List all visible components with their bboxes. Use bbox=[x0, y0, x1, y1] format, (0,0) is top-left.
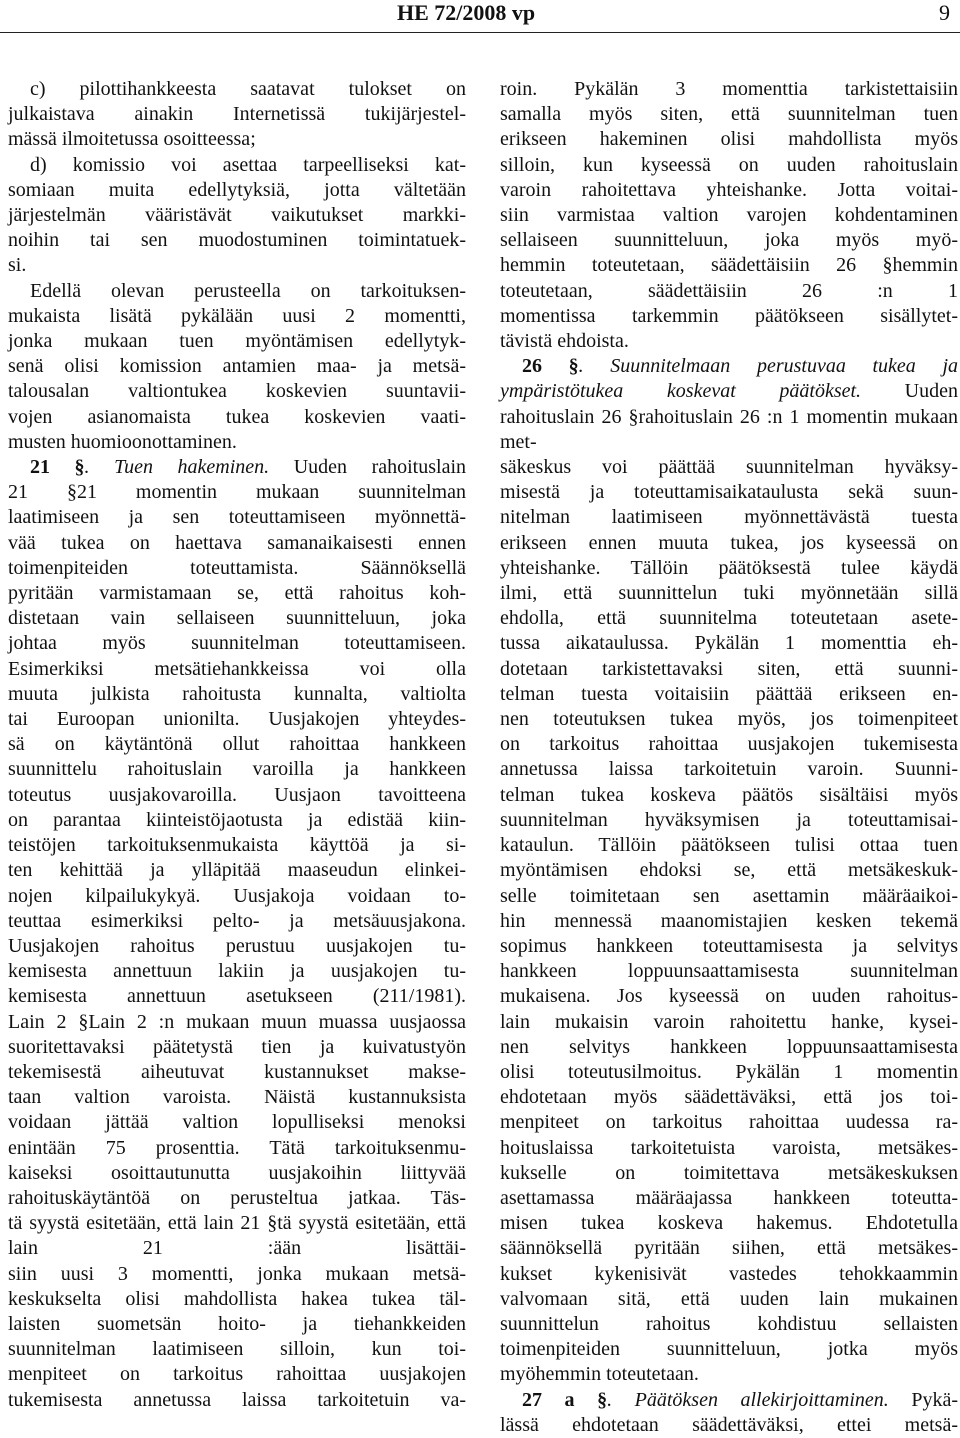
section-title-continued: ympäristötukea koskevat päätökset. bbox=[500, 380, 862, 403]
text-line: taan valtion varoista. Näistä kustannuksista bbox=[8, 1086, 466, 1109]
text-line: tai Euroopan unionilta. Uusjakojen yhteydes- bbox=[8, 708, 466, 731]
text-line: myöhemmin toteutetaan. bbox=[500, 1363, 699, 1386]
text-line: tekemisestä aiheutuvat kustannukset makse- bbox=[8, 1060, 466, 1083]
text-line: mässä ilmoitetussa osoitteessa; bbox=[8, 128, 256, 151]
text-line: toteutus uusjakovaroilla. Uusjaon tavoitteena bbox=[8, 783, 466, 806]
text-line: ten kehittää ja ylläpitää maaseudun elinkei- bbox=[8, 859, 466, 882]
text-line: teistöjen tarkoituksenmukaista käyttöä ja si- bbox=[8, 834, 466, 857]
page-header bbox=[0, 0, 960, 38]
text-line: säkeskus voi päättää suunnitelman hyväksy- bbox=[500, 456, 958, 479]
text-line: valvomaan sitä, että uuden lain mukainen bbox=[500, 1287, 958, 1310]
right-column bbox=[500, 77, 958, 1438]
text-line: hoituslaissa tarkoitetuista varoista, metsäkes- bbox=[500, 1136, 958, 1159]
section-heading-27a bbox=[500, 1388, 958, 1413]
text-line: erikseen ennen muuta tukea, jos kyseessä on bbox=[500, 531, 958, 554]
text-line: varoin rahoitettava yhteishanke. Jotta voitai- bbox=[500, 178, 958, 201]
text-line: ehdolla, että suunnitelma toteutetaan asete- bbox=[500, 607, 958, 630]
text-line: hin mennessä maanomistajien kesken tekemä bbox=[500, 909, 958, 932]
text-line: musten huomioonottaminen. bbox=[8, 430, 237, 453]
text-line: tä syystä esitetään, että lain 21 §tä syystä esitetään, että lain 21 :ään lisättäi- bbox=[8, 1212, 466, 1260]
text-line-rest: 21 momentin mukaan suunnitelman bbox=[76, 481, 466, 504]
left-column bbox=[8, 77, 466, 1413]
text-line: tussa aikataulussa. Pykälän 1 momenttia eh- bbox=[500, 632, 958, 655]
text-line: laatimiseen ja sen toteuttamiseen myönnettä- bbox=[8, 506, 466, 529]
text-line: teuttaa esimerkiksi pelto- ja metsäuusjakona. bbox=[8, 909, 466, 932]
section-title: . Suunnitelmaan perustuvaa tukea ja bbox=[578, 355, 959, 378]
text-line: toimenpiteiden suunnitteluun, jotka myös bbox=[500, 1338, 958, 1361]
text-line: roin. Pykälän 3 momenttia tarkistettaisiin bbox=[500, 78, 958, 100]
text-line: kemisesta annettuun lakiin ja uusjakojen tu- bbox=[8, 960, 466, 983]
section-number: 27 a bbox=[522, 1388, 575, 1411]
text-line: vää tukea on haettava samanaikaisesti ennen bbox=[8, 531, 466, 554]
text-line-rest: tä syystä esitetään, että lain 21 :ään lisättäi- bbox=[8, 1212, 466, 1260]
text-line: keskukselta olisi mahdollista hakea tukea täl- bbox=[8, 1287, 466, 1310]
text-line: suoritettavaksi päätetystä tien ja kuivatustyön bbox=[8, 1035, 466, 1058]
header-rule bbox=[0, 32, 960, 33]
text-line: vojen asianomaista tukea koskevien vaati- bbox=[8, 405, 466, 428]
text-line: rahoituskäytäntöä on perusteltua jatkaa. Täs- bbox=[8, 1186, 466, 1209]
text-line: erikseen hakeminen olisi mahdollista myös bbox=[500, 128, 958, 151]
text-line: annetussa laissa tarkoitetuin varoin. Suunni- bbox=[500, 758, 958, 781]
text-line: selle toimitetaan sen asettamin määräaikoi- bbox=[500, 884, 958, 907]
text-line: sä on käytäntönä ollut rahoittaa hankkeen bbox=[8, 733, 466, 756]
text-line: tävistä ehdoista. bbox=[500, 330, 629, 353]
text-line: yhteishanke. Tällöin päätöksestä tulee käydä bbox=[500, 556, 958, 579]
section-heading-26 bbox=[500, 354, 958, 379]
text-line-rest: hemmin toteutetaan, säädettäisiin 26 :n 1 bbox=[500, 254, 958, 302]
text-line: tukemisesta annetussa laissa tarkoitetuin va- bbox=[8, 1388, 466, 1411]
text-line: dotetaan tarkistettavaksi siten, että suunni- bbox=[500, 657, 958, 680]
text-line: ehdotetaan myös säädettäväksi, että jos toi- bbox=[500, 1086, 958, 1109]
text-line: noihin tai sen muodostuminen toimintatuek- bbox=[8, 229, 466, 252]
text-line: siin uusi 3 momentti, jonka mukaan metsä- bbox=[8, 1262, 466, 1285]
text-line: si. bbox=[8, 254, 27, 277]
text-line: säännöksellä pyritään siihen, että metsäkes- bbox=[500, 1237, 958, 1260]
text-line: Esimerkiksi metsätiehankkeissa voi olla bbox=[8, 657, 466, 680]
text-line: siin varmistaa valtion varojen kohdentaminen bbox=[500, 204, 958, 227]
text-line: lain mukaisin varoin rahoitettu hanke, kysei- bbox=[500, 1010, 958, 1033]
text-line: kukset kykenisivät vastedes tehokkaammin bbox=[500, 1262, 958, 1285]
text-line-rest: rahoituslain 26 :n 1 momentin mukaan met- bbox=[500, 405, 958, 453]
text-line: momentissa tarkemmin päätökseen sisällytet- bbox=[500, 304, 958, 327]
text-line: nojen kilpailukykyä. Uusjakoja voidaan to- bbox=[8, 884, 466, 907]
text-line: suunnitelman hyväksymisen ja toteuttamisai- bbox=[500, 808, 958, 831]
section-sign: § bbox=[574, 1388, 608, 1411]
text-line: talousalan valtiontukea koskevien suuntavii- bbox=[8, 380, 466, 403]
text-line: toimenpiteiden toteuttamista. Säännöksellä bbox=[8, 556, 466, 579]
text-line: silloin, kun kyseessä on uuden rahoituslain bbox=[500, 153, 958, 176]
text-line: menpiteet on tarkoitus rahoittaa uusjakojen bbox=[8, 1363, 466, 1386]
text-line: nen selvitys hankkeen loppuunsaattamisesta bbox=[500, 1035, 958, 1058]
text-line: julkaistava ainakin Internetissä tukijärjestel- bbox=[8, 103, 466, 126]
text-line: telman tuesta voitaisiin päättää erikseen en- bbox=[500, 682, 958, 705]
text-line: kemisesta annettuun asetukseen (211/1981). bbox=[8, 985, 466, 1008]
section-text: Pykä- bbox=[888, 1388, 958, 1411]
section-sign: § bbox=[50, 456, 85, 479]
section-text: Uuden rahoituslain bbox=[269, 456, 467, 479]
section-title: . Päätöksen allekirjoittaminen. bbox=[607, 1388, 889, 1411]
text-line: Uusjakojen rahoitus perustuu uusjakojen tu- bbox=[8, 934, 466, 957]
text-line: sellaiseen suunnitteluun, joka myös myö- bbox=[500, 229, 958, 252]
section-heading-21 bbox=[8, 455, 466, 480]
text-line: c) pilottihankkeesta saatavat tulokset on bbox=[30, 78, 466, 100]
text-line: samalla myös siten, että suunnitelman tuen bbox=[500, 103, 958, 126]
text-line: nen toteutuksen tukea myös, jos toimenpiteet bbox=[500, 708, 958, 731]
text-line: kaiseksi osoittautunutta uusjakoihin liittyvää bbox=[8, 1161, 466, 1184]
text-line: jonka mukaan tuen myöntämisen edellytyk- bbox=[8, 330, 466, 353]
section-sign: § bbox=[542, 355, 579, 378]
text-line: asettamassa määräajassa hankkeen toteutta- bbox=[500, 1186, 958, 1209]
page-number: 9 bbox=[939, 0, 950, 25]
text-line: ilmi, että suunnittelun tuki myönnetään sillä bbox=[500, 582, 958, 605]
text-line: senä olisi komission antamien maa- ja metsä- bbox=[8, 355, 466, 378]
text-line: nitelman laatimiseen myönnettävästä tuesta bbox=[500, 506, 958, 529]
text-line: kataulun. Tällöin päätökseen tulisi ottaa tuen bbox=[500, 834, 958, 857]
text-line: mukaista lisätä pykälään uusi 2 momentti, bbox=[8, 304, 466, 327]
text-line: olisi toteutusilmoitus. Pykälän 1 momentin bbox=[500, 1060, 958, 1083]
text-line: kukselle on toimitettava metsäkeskuksen bbox=[500, 1161, 958, 1184]
text-line: muuta julkista rahoitusta kunnalta, valtiolta bbox=[8, 682, 466, 705]
document-id: HE 72/2008 vp bbox=[397, 0, 536, 25]
text-line: sopimus hankkeen toteuttamisesta ja selvitys bbox=[500, 934, 958, 957]
text-line: telman tukea koskeva päätös sisältäisi myös bbox=[500, 783, 958, 806]
text-line: myöntämisen ehdoksi se, että metsäkeskuk- bbox=[500, 859, 958, 882]
text-line: johtaa myös suunnitelman toteuttamiseen. bbox=[8, 632, 466, 655]
text-line: suunnitelman laatimiseen silloin, kun toi- bbox=[8, 1338, 466, 1361]
text-line: menpiteet on tarkoitus rahoittaa uudessa ra- bbox=[500, 1111, 958, 1134]
text-line: voidaan jättää valtion lopulliseksi menoksi bbox=[8, 1111, 466, 1134]
text-line: hemmin toteutetaan, säädettäisiin 26 §hemmin toteutetaan, säädettäisiin 26 :n 1 bbox=[500, 254, 958, 302]
text-line: 21 §21 momentin mukaan suunnitelman bbox=[8, 481, 466, 504]
text-line: suunnittelun rahoitus kohdistuu sellaisten bbox=[500, 1312, 958, 1335]
text-line: misestä ja toteuttamisaikataulusta sekä suun- bbox=[500, 481, 958, 504]
text-line: ympäristötukea koskevat päätökset. Uuden bbox=[500, 380, 959, 403]
text-line: lässä ehdotetaan säädettäväksi, ettei metsä- bbox=[500, 1413, 958, 1436]
text-line: on parantaa kiinteistöjaotusta ja edistää kiin- bbox=[8, 808, 466, 831]
text-line: misen tukea koskeva hakemus. Ehdotetulla bbox=[500, 1212, 958, 1235]
section-title: . Tuen hakeminen. bbox=[84, 456, 270, 479]
text-line-rest: Lain 2 :n mukaan muun muassa uusjaossa bbox=[88, 1010, 466, 1033]
text-line: d) komissio voi asettaa tarpeelliseksi kat- bbox=[30, 153, 466, 176]
text-line: hankkeen loppuunsaattamisesta suunnitelman bbox=[500, 960, 958, 983]
text-line: distetaan vain sellaiseen suunnitteluun, joka bbox=[8, 607, 466, 630]
text-line: on tarkoitus rahoittaa uusjakojen tukemisesta bbox=[500, 733, 958, 756]
text-line: somiaan muita edellytyksiä, jotta vältetään bbox=[8, 178, 466, 201]
text-line: Edellä olevan perusteella on tarkoituksen- bbox=[30, 279, 466, 302]
text-line: suunnittelu rahoituslain varoilla ja hankkeen bbox=[8, 758, 466, 781]
text-line: järjestelmän vääristävät vaikutukset markki- bbox=[8, 204, 466, 227]
text-line: rahoituslain 26 §rahoituslain 26 :n 1 momentin mukaan met- bbox=[500, 405, 958, 453]
section-number: 26 bbox=[522, 355, 542, 378]
text-line: enintään 75 prosenttia. Tätä tarkoituksenmu- bbox=[8, 1136, 466, 1159]
text-line: mukaisena. Jos kyseessä on uuden rahoitus- bbox=[500, 985, 958, 1008]
section-number: 21 bbox=[30, 456, 50, 479]
text-line: laisten suometsän hoito- ja tiehankkeiden bbox=[8, 1312, 466, 1335]
text-line: pyritään varmistamaan se, että rahoitus koh- bbox=[8, 582, 466, 605]
text-line: Lain 2 §Lain 2 :n mukaan muun muassa uusjaossa bbox=[8, 1010, 466, 1033]
